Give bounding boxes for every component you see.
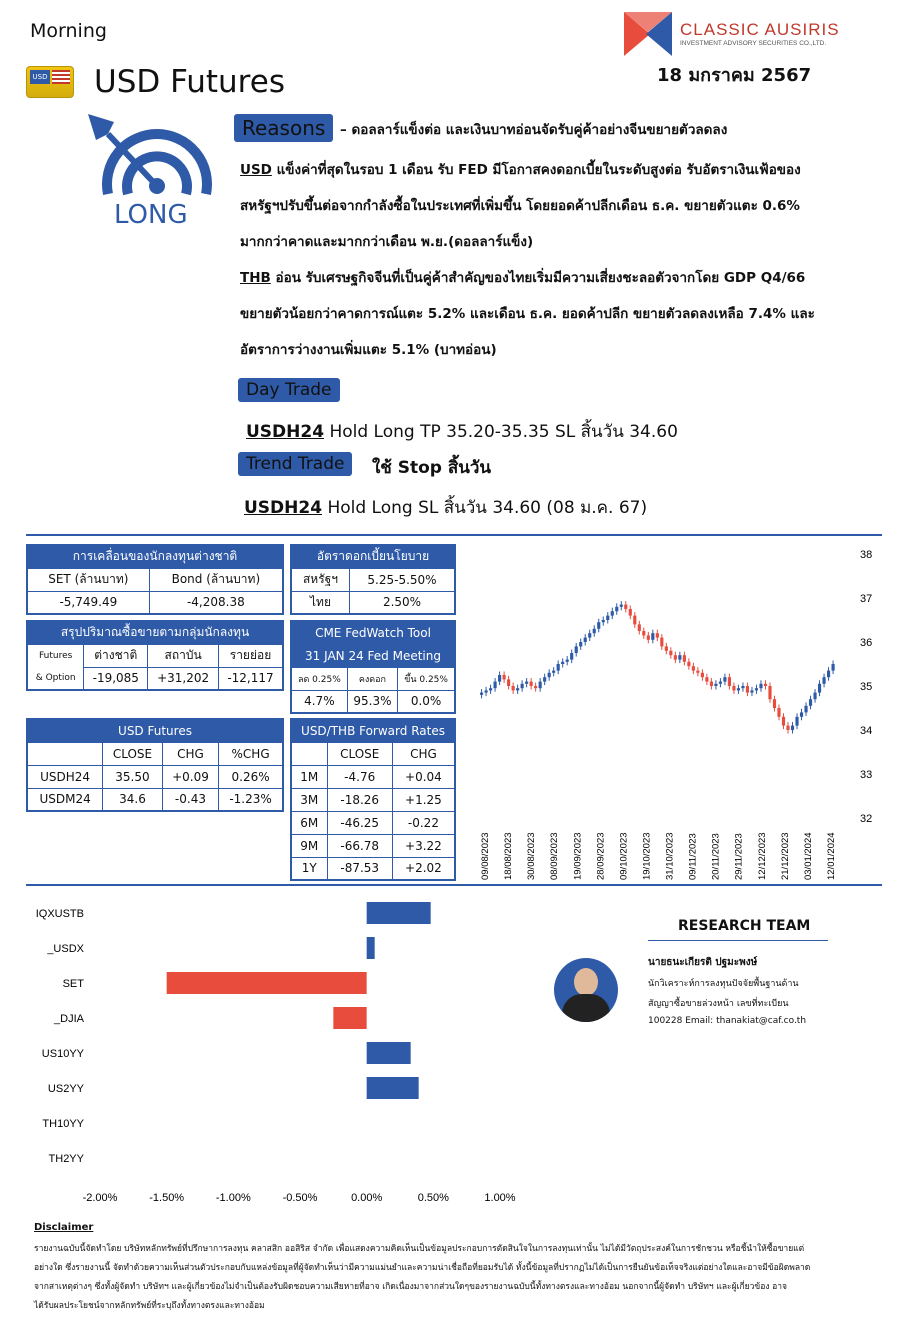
candle-body: [579, 642, 582, 646]
candle-body: [818, 684, 821, 693]
analyst-contact: 100228 Email: thanakiat@caf.co.th: [648, 1016, 807, 1026]
day-trade-text: Hold Long TP 35.20-35.35 SL สิ้นวัน 34.60: [324, 422, 678, 442]
investor-value: -19,085: [84, 667, 148, 690]
category-label: US10YY: [41, 1048, 84, 1060]
analyst-name: นายธนะเกียรติ ปฐมะพงษ์: [648, 957, 758, 968]
day-trade-tag: Day Trade: [238, 378, 340, 402]
candle-body: [593, 629, 596, 633]
investor-value: -12,117: [218, 667, 283, 690]
category-label: TH2YY: [48, 1153, 84, 1165]
forward-header: [291, 742, 327, 765]
usd-futures-header: CLOSE: [103, 742, 163, 765]
x-tick-label: 03/01/2024: [802, 832, 814, 880]
candle-body: [566, 660, 569, 662]
candle-body: [539, 682, 542, 689]
bar: [333, 1007, 366, 1029]
candle-body: [705, 677, 708, 681]
candle-body: [782, 717, 785, 726]
reasons-summary: – ดอลลาร์แข็งต่อ และเงินบาทอ่อนจัดรับคู่ค้าอย่างจีนขยายตัวลดลง: [340, 122, 728, 138]
trend-trade-tag: Trend Trade: [238, 452, 352, 476]
usd-futures-cell: USDM24: [27, 788, 103, 811]
candle-body: [696, 671, 699, 673]
forward-cell: 6M: [291, 811, 327, 834]
candle-body: [588, 633, 591, 637]
x-tick-label: 28/09/2023: [595, 832, 607, 880]
candle-body: [611, 611, 614, 615]
usd-line: สหรัฐฯปรับขึ้นต่อจากกำลังซื้อในประเทศที่เพิ่มขึ้น โดยยอดค้าปลีกเดือน ธ.ค. ขยายตัวแตะ 0.6%: [240, 198, 800, 214]
candle-body: [777, 708, 780, 717]
investor-row-label: & Option: [27, 667, 84, 690]
x-tick-label: 31/10/2023: [664, 832, 676, 880]
usd-futures-cell: +0.09: [162, 765, 218, 788]
candle-body: [723, 677, 726, 681]
forward-rates-table: [290, 718, 456, 881]
x-tick-label: 09/10/2023: [618, 832, 630, 880]
candle-body: [786, 726, 789, 730]
category-label: _DJIA: [54, 1013, 84, 1025]
x-tick-label: 21/12/2023: [779, 832, 791, 880]
candle-body: [561, 662, 564, 664]
candle-body: [800, 712, 803, 716]
forward-header: CHG: [392, 742, 455, 765]
x-tick-label: 18/08/2023: [503, 832, 515, 880]
x-tick-label: 09/11/2023: [687, 833, 699, 880]
fedwatch-header: คงดอก: [347, 667, 397, 690]
candle-body: [710, 682, 713, 686]
candle-body: [530, 682, 533, 686]
usd-futures-cell: 34.6: [103, 788, 163, 811]
investor-summary-table: [26, 620, 284, 691]
candle-body: [822, 677, 825, 684]
fedwatch-value: 0.0%: [398, 690, 455, 713]
usd-futures-title: USD Futures: [27, 719, 283, 742]
forward-header: CLOSE: [327, 742, 392, 765]
x-tick-label: 29/11/2023: [733, 833, 745, 880]
candle-body: [485, 690, 488, 692]
usd-label: USD: [240, 162, 272, 178]
fedwatch-header: ลด 0.25%: [291, 667, 347, 690]
fedwatch-meeting: 31 JAN 24 Fed Meeting: [291, 644, 455, 667]
fedwatch-table: [290, 620, 456, 714]
candle-body: [597, 622, 600, 629]
candle-body: [575, 646, 578, 653]
reasons-tag: Reasons: [234, 114, 333, 142]
candle-body: [827, 671, 830, 678]
target-icon: [78, 104, 218, 204]
usd-futures-icon: USD: [26, 66, 74, 98]
company-name: CLASSIC AUSIRIS: [680, 20, 840, 39]
candle-body: [732, 686, 735, 690]
candle-body: [647, 635, 650, 639]
candle-body: [773, 699, 776, 708]
category-label: SET: [62, 978, 84, 990]
investor-value: +31,202: [148, 667, 219, 690]
foreign-flow-value: -5,749.49: [27, 591, 149, 614]
trend-trade-symbol: USDH24: [244, 498, 323, 518]
candle-body: [480, 693, 483, 695]
investor-header: รายย่อย: [218, 644, 283, 667]
y-tick-label: 34: [860, 725, 873, 737]
x-tick-label: 30/08/2023: [526, 832, 538, 880]
candle-body: [516, 688, 519, 690]
y-tick-label: 32: [860, 813, 873, 825]
usd-futures-cell: 35.50: [103, 765, 163, 788]
candle-body: [494, 682, 497, 689]
candle-body: [584, 638, 587, 642]
candle-body: [791, 726, 794, 730]
candle-body: [813, 693, 816, 700]
y-tick-label: 33: [860, 769, 873, 781]
bar: [367, 1077, 419, 1099]
y-tick-label: 37: [860, 593, 873, 605]
candle-body: [741, 686, 744, 688]
policy-rate: 5.25-5.50%: [350, 568, 456, 591]
foreign-flow-title: การเคลื่อนของนักลงทุนต่างชาติ: [27, 545, 283, 568]
usd-futures-header: %CHG: [219, 742, 283, 765]
candle-body: [660, 638, 663, 647]
candle-body: [656, 633, 659, 637]
forward-cell: -18.26: [327, 788, 392, 811]
thb-line: อ่อน รับเศรษฐกิจจีนที่เป็นคู่ค้าสำคัญของไทยเริ่มมีความเสี่ยงชะลอตัวจากโดย GDP Q4/66: [270, 270, 806, 286]
policy-country: ไทย: [291, 591, 350, 614]
forward-cell: 1Y: [291, 857, 327, 880]
bar: [367, 1042, 411, 1064]
forward-cell: -46.25: [327, 811, 392, 834]
candle-body: [629, 609, 632, 616]
forward-cell: +2.02: [392, 857, 455, 880]
long-badge: LONG: [114, 200, 188, 230]
thb-line: ขยายตัวน้อยกว่าคาดการณ์แตะ 5.2% และเดือน ธ.ค. ยอดค้าปลีก ขยายตัวลดลงเหลือ 7.4% และ: [240, 306, 815, 322]
usd-futures-cell: -1.23%: [219, 788, 283, 811]
usd-line: แข็งค่าที่สุดในรอบ 1 เดือน รับ FED มีโอกาสคงดอกเบี้ยในระดับสูงต่อ รับอัตราเงินเฟ้อของ: [271, 162, 801, 178]
thb-label: THB: [240, 270, 271, 286]
forward-cell: +3.22: [392, 834, 455, 857]
candle-body: [701, 673, 704, 677]
candle-body: [719, 682, 722, 684]
investor-header: สถาบัน: [148, 644, 219, 667]
x-tick-label: 0.50%: [417, 1192, 449, 1204]
candle-body: [764, 684, 767, 686]
fedwatch-title: CME FedWatch Tool: [291, 621, 455, 644]
candle-body: [489, 688, 492, 690]
investor-summary-title: สรุปปริมาณซื้อขายตามกลุ่มนักลงทุน: [27, 621, 283, 644]
candle-body: [543, 677, 546, 681]
forward-cell: +1.25: [392, 788, 455, 811]
avatar: [554, 958, 618, 1022]
policy-rate: 2.50%: [350, 591, 456, 614]
candle-body: [665, 646, 668, 650]
investor-row-label: Futures: [27, 644, 84, 667]
candle-body: [831, 664, 834, 671]
usd-futures-header: CHG: [162, 742, 218, 765]
x-tick-label: 19/09/2023: [572, 832, 584, 880]
candle-body: [714, 684, 717, 686]
forward-cell: 1M: [291, 765, 327, 788]
x-tick-label: 20/11/2023: [710, 833, 722, 880]
candle-body: [737, 688, 740, 690]
forward-cell: -4.76: [327, 765, 392, 788]
usd-futures-table: [26, 718, 284, 812]
candle-body: [534, 686, 537, 688]
x-tick-label: 12/12/2023: [756, 832, 768, 880]
y-tick-label: 38: [860, 549, 873, 561]
research-title: RESEARCH TEAM: [678, 918, 811, 934]
bar: [367, 902, 431, 924]
candle-body: [570, 653, 573, 660]
usd-futures-cell: -0.43: [162, 788, 218, 811]
foreign-flow-header: SET (ล้านบาท): [27, 568, 149, 591]
candle-body: [552, 671, 555, 673]
candle-body: [503, 675, 506, 679]
forward-cell: -0.22: [392, 811, 455, 834]
candle-body: [746, 686, 749, 693]
candle-body: [755, 688, 758, 690]
candle-body: [795, 717, 798, 726]
disclaimer-line: จากสาเหตุต่างๆ ซึ่งทั้งผู้จัดทำ บริษัทฯ และผู้เกี่ยวข้องไม่จำเป็นต้องรับผิดชอบความเสียหายที่อาจ เกิดเนื่องมาจากส่วนใดๆของรายงานฉบับนี้ทั้งทางตรงและทางอ้อม นอกจากนี้ผู้จัดทำ บริษัทฯ และผู้เกี่ยวข้อง อาจ: [34, 1282, 788, 1292]
candle-body: [759, 684, 762, 688]
disclaimer-line: รายงานฉบับนี้จัดทำโดย บริษัทหลักทรัพย์ที่ปรึกษาการลงทุน คลาสสิก ออสิริส จำกัด เพื่อแสดงความคิดเห็นเป็นข้อมูลประกอบการตัดสินใจในการลงทุนเท่านั้น ไม่ได้มีวัตถุประสงค์ในการชักชวน หรือชี้นำให้ซื้อขายแต่: [34, 1244, 805, 1254]
x-tick-label: 0.00%: [351, 1192, 383, 1204]
forward-cell: 9M: [291, 834, 327, 857]
candle-body: [615, 607, 618, 611]
candle-body: [602, 620, 605, 622]
usd-futures-header: [27, 742, 103, 765]
candle-body: [683, 655, 686, 662]
candle-body: [687, 662, 690, 666]
candle-body: [633, 616, 636, 625]
candle-body: [804, 706, 807, 713]
fedwatch-value: 4.7%: [291, 690, 347, 713]
candle-body: [525, 682, 528, 684]
trend-trade-note: ใช้ Stop สิ้นวัน: [372, 458, 492, 478]
candle-body: [642, 631, 645, 635]
forward-cell: 3M: [291, 788, 327, 811]
foreign-flow-table: [26, 544, 284, 615]
investor-header: ต่างชาติ: [84, 644, 148, 667]
candle-body: [507, 679, 510, 686]
category-label: US2YY: [47, 1083, 84, 1095]
fedwatch-header: ขึ้น 0.25%: [398, 667, 455, 690]
forward-cell: +0.04: [392, 765, 455, 788]
x-tick-label: -1.50%: [149, 1192, 185, 1204]
usdthb-candlestick-chart: [470, 540, 882, 885]
y-tick-label: 36: [860, 637, 873, 649]
thb-line: อัตราการว่างงานเพิ่มแตะ 5.1% (บาทอ่อน): [240, 342, 497, 358]
usd-futures-cell: 0.26%: [219, 765, 283, 788]
candle-body: [651, 633, 654, 640]
disclaimer-line: ได้รับผลประโยชน์จากหลักทรัพย์ที่ระบุถึงทั้งทางตรงและทางอ้อม: [34, 1301, 265, 1311]
candle-body: [624, 605, 627, 609]
trend-trade-line: [244, 494, 647, 521]
usd-paragraph: [240, 152, 815, 368]
analyst-role-2: สัญญาซื้อขายล่วงหน้า เลขที่ทะเบียน: [648, 999, 789, 1009]
x-tick-label: 08/09/2023: [549, 832, 561, 880]
candle-body: [512, 686, 515, 690]
x-tick-label: -2.00%: [82, 1192, 118, 1204]
analyst-role: นักวิเคราะห์การลงทุนปัจจัยพื้นฐานด้าน: [648, 979, 799, 989]
x-tick-label: 19/10/2023: [641, 832, 653, 880]
category-label: TH10YY: [42, 1118, 84, 1130]
x-tick-label: -1.00%: [215, 1192, 251, 1204]
x-tick-label: 1.00%: [484, 1192, 516, 1204]
usd-futures-cell: USDH24: [27, 765, 103, 788]
candle-body: [674, 655, 677, 659]
divider: [648, 940, 828, 941]
disclaimer-text: [34, 1240, 874, 1316]
policy-rate-title: อัตราดอกเบี้ยนโยบาย: [291, 545, 455, 568]
x-tick-label: 09/08/2023: [480, 832, 491, 880]
candle-body: [548, 673, 551, 677]
forward-rates-title: USD/THB Forward Rates: [291, 719, 455, 742]
foreign-flow-header: Bond (ล้านบาท): [149, 568, 283, 591]
candle-body: [638, 624, 641, 631]
candle-body: [606, 616, 609, 620]
usd-line: มากกว่าคาดและมากกว่าเดือน พ.ย.(ดอลลาร์แข็ง): [240, 234, 534, 250]
company-subtitle: INVESTMENT ADVISORY SECURITIES CO.,LTD.: [680, 40, 827, 47]
forward-cell: -66.78: [327, 834, 392, 857]
bar: [367, 937, 375, 959]
foreign-flow-value: -4,208.38: [149, 591, 283, 614]
session-label: Morning: [30, 20, 107, 42]
forward-cell: -87.53: [327, 857, 392, 880]
disclaimer-line: อย่างใด ซึ่งรายงานนี้ จัดทำด้วยความเห็นส่วนตัวประกอบกับแหล่งข้อมูลที่ผู้จัดทำเห็นว่ามีความแม่นยำและความน่าเชื่อถือที่ยอมรับได้ ทั้งนี้ข้อมูลที่ปรากฏไม่ได้เป็นการยืนยันข้อเท็จจริงแต่อย่างใดและอาจมีข้อผิดพลาด: [34, 1263, 811, 1273]
trend-trade-text: Hold Long SL สิ้นวัน 34.60 (08 ม.ค. 67): [322, 498, 648, 518]
x-tick-label: -0.50%: [282, 1192, 318, 1204]
candle-body: [620, 605, 623, 607]
candle-body: [521, 684, 524, 688]
market-change-bar-chart: [26, 892, 546, 1212]
category-label: IQXUSTB: [35, 908, 84, 920]
candle-body: [768, 686, 771, 699]
candle-body: [678, 655, 681, 659]
day-trade-symbol: USDH24: [246, 422, 325, 442]
company-logo-icon: [622, 10, 674, 58]
y-tick-label: 35: [860, 681, 873, 693]
category-label: _USDX: [47, 943, 84, 955]
fedwatch-value: 95.3%: [347, 690, 397, 713]
bar: [167, 972, 367, 994]
candle-body: [728, 677, 731, 686]
divider: [26, 884, 882, 886]
policy-country: สหรัฐฯ: [291, 568, 350, 591]
candle-body: [498, 675, 501, 682]
report-date: 18 มกราคม 2567: [657, 65, 812, 86]
candle-body: [669, 651, 672, 655]
candle-body: [557, 664, 560, 671]
disclaimer-title: Disclaimer: [34, 1222, 94, 1233]
x-tick-label: 12/01/2024: [826, 832, 837, 880]
candle-body: [809, 699, 812, 706]
policy-rate-table: [290, 544, 456, 615]
divider: [26, 534, 882, 536]
page-title: USD Futures: [94, 64, 285, 100]
candle-body: [750, 690, 753, 692]
candle-body: [692, 666, 695, 670]
day-trade-line: [246, 418, 678, 445]
